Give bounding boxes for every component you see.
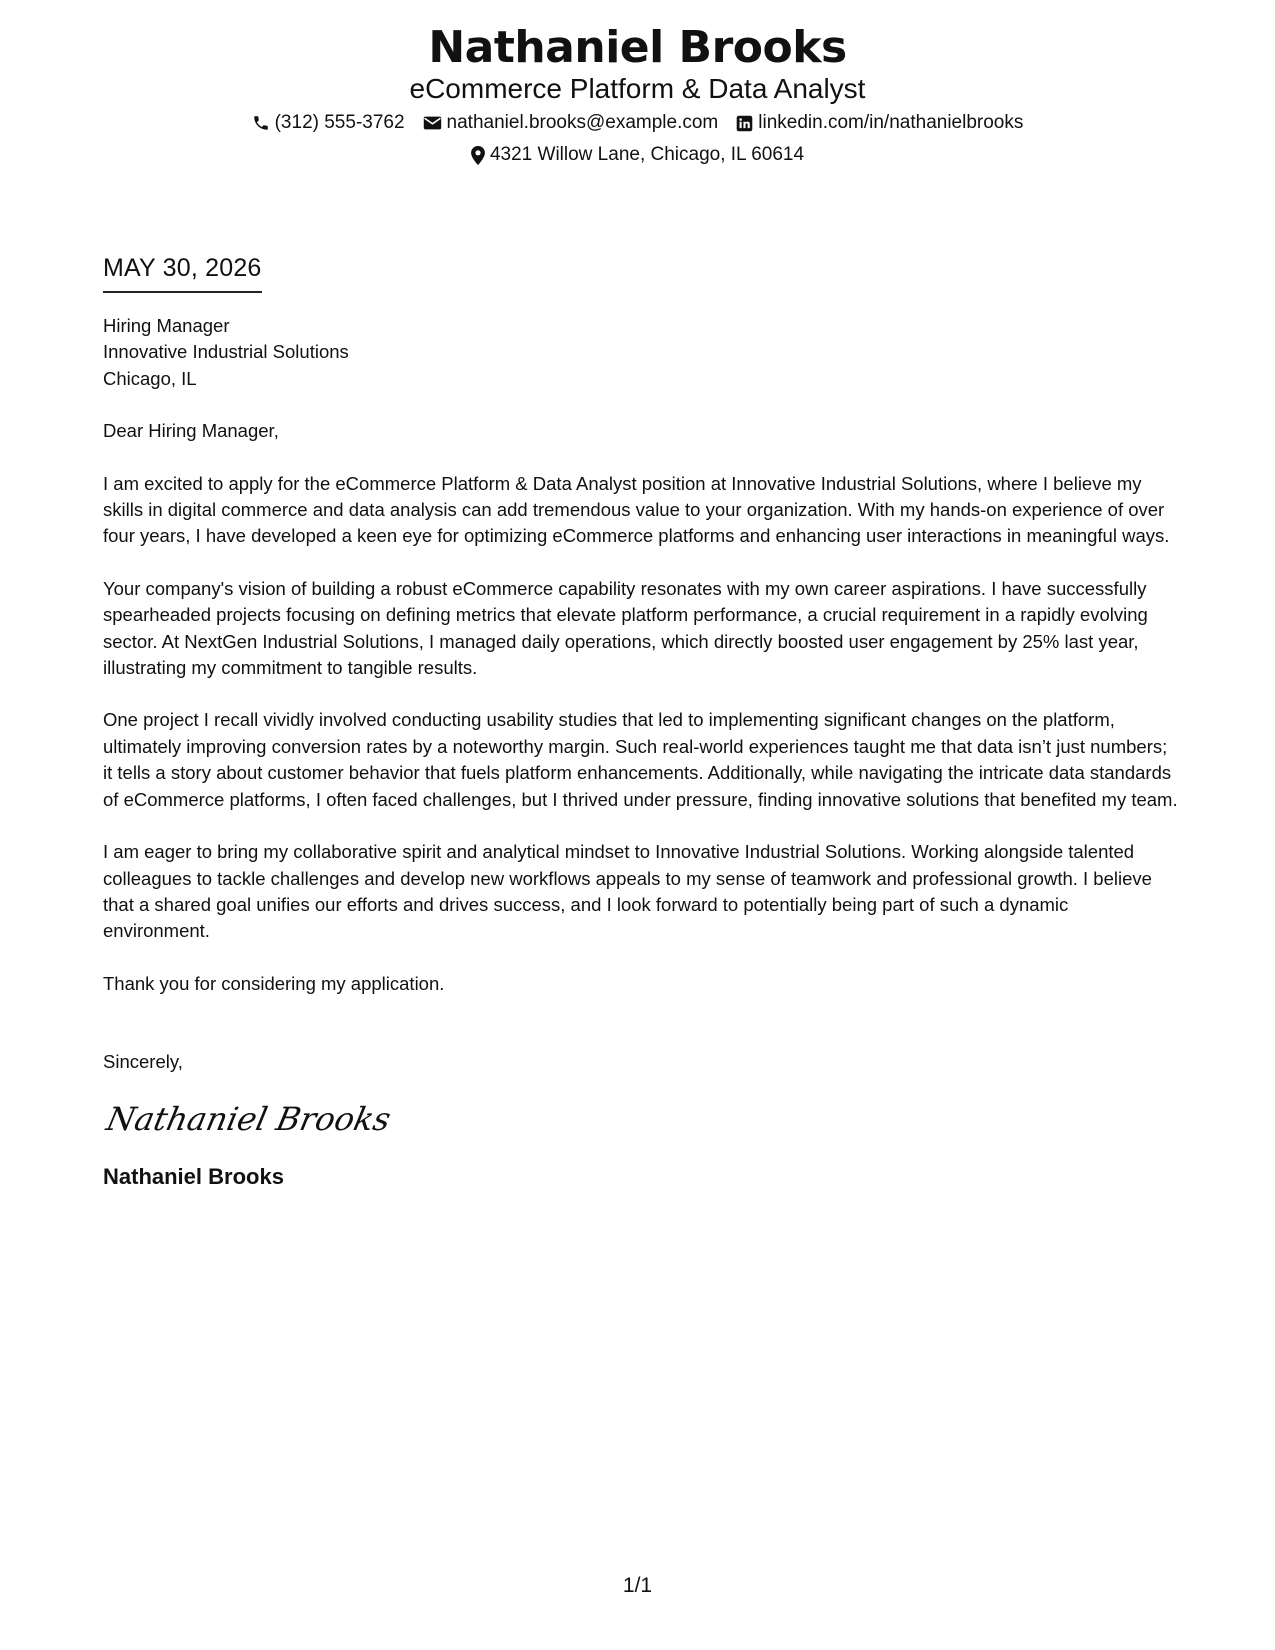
contact-address: [471, 140, 804, 170]
map-marker-icon: [471, 146, 485, 165]
page-number: 1/1: [622, 1574, 653, 1597]
closing: Sincerely,: [103, 1051, 183, 1073]
letter-header: [0, 22, 1275, 170]
linkedin-text[interactable]: linkedin.com/in/nathanielbrooks: [758, 112, 1024, 133]
address-text: 4321 Willow Lane, Chicago, IL 60614: [489, 144, 805, 165]
recipient-location: Chicago, IL: [103, 367, 197, 389]
signed-name: Nathaniel Brooks: [103, 1163, 284, 1189]
applicant-name: Nathaniel Brooks: [428, 22, 847, 73]
handwritten-signature: [103, 1092, 1178, 1152]
recipient-line: Hiring Manager: [103, 315, 230, 336]
letter-date: MAY 30, 2026: [103, 252, 262, 293]
body-paragraph: Your company's vision of building a robust eCommerce capability resonates with my own career aspirations. I have successfully spearheaded projects focusing on defining metrics that elevate platform performance, a crucial requirement in a rapidly evolving sector. At NextGen Industrial Solutions, I managed daily operations, which directly boosted user engagement by 25% last year, illustrating my commitment to tangible results.: [103, 577, 1148, 679]
phone-icon: [252, 114, 270, 132]
contact-email[interactable]: [423, 108, 719, 138]
phone-text: (312) 555-3762: [274, 112, 405, 133]
recipient-block: [103, 313, 1178, 392]
applicant-title: eCommerce Platform & Data Analyst: [409, 73, 866, 104]
salutation: Dear Hiring Manager,: [103, 420, 279, 442]
letter-body: [103, 252, 1178, 1192]
thanks-line: Thank you for considering my application.: [103, 972, 445, 994]
address-row: [0, 140, 1275, 170]
linkedin-icon: [736, 115, 753, 132]
contact-row: [0, 108, 1275, 138]
body-paragraph: One project I recall vividly involved conducting usability studies that led to implementing significant changes on the platform, ultimately improving conversion rates by a noteworthy margin. Such real-world experiences taught me that data isn’t just numbers; it tells a story about customer behavior that fuels platform enhancements. Additionally, while navigating the intricate data standards of eCommerce platforms, I often faced challenges, but I thrived under pressure, finding innovative solutions that benefited my team.: [103, 709, 1178, 810]
contact-phone: [252, 108, 405, 138]
envelope-icon: [423, 115, 442, 131]
contact-linkedin[interactable]: [736, 108, 1023, 138]
recipient-company: Innovative Industrial Solutions: [103, 341, 349, 363]
svg-text:Nathaniel Brooks: Nathaniel Brooks: [103, 1099, 395, 1138]
body-paragraph: I am excited to apply for the eCommerce Platform & Data Analyst position at Innovative Industrial Solutions, where I believe my skills in digital commerce and data analysis can add tremendous value to your organization. With my hands-on experience of over four years, I have developed a keen eye for optimizing eCommerce platforms and enhancing user interactions in meaningful ways.: [103, 472, 1170, 547]
email-text[interactable]: nathaniel.brooks@example.com: [446, 112, 719, 133]
body-paragraph: I am eager to bring my collaborative spirit and analytical mindset to Innovative Industrial Solutions. Working alongside talented colleagues to tackle challenges and develop new workflows appeals to my sense of teamwork and professional growth. I believe that a shared goal unifies our efforts and drives success, and I look forward to potentially being part of such a dynamic environment.: [103, 841, 1152, 942]
